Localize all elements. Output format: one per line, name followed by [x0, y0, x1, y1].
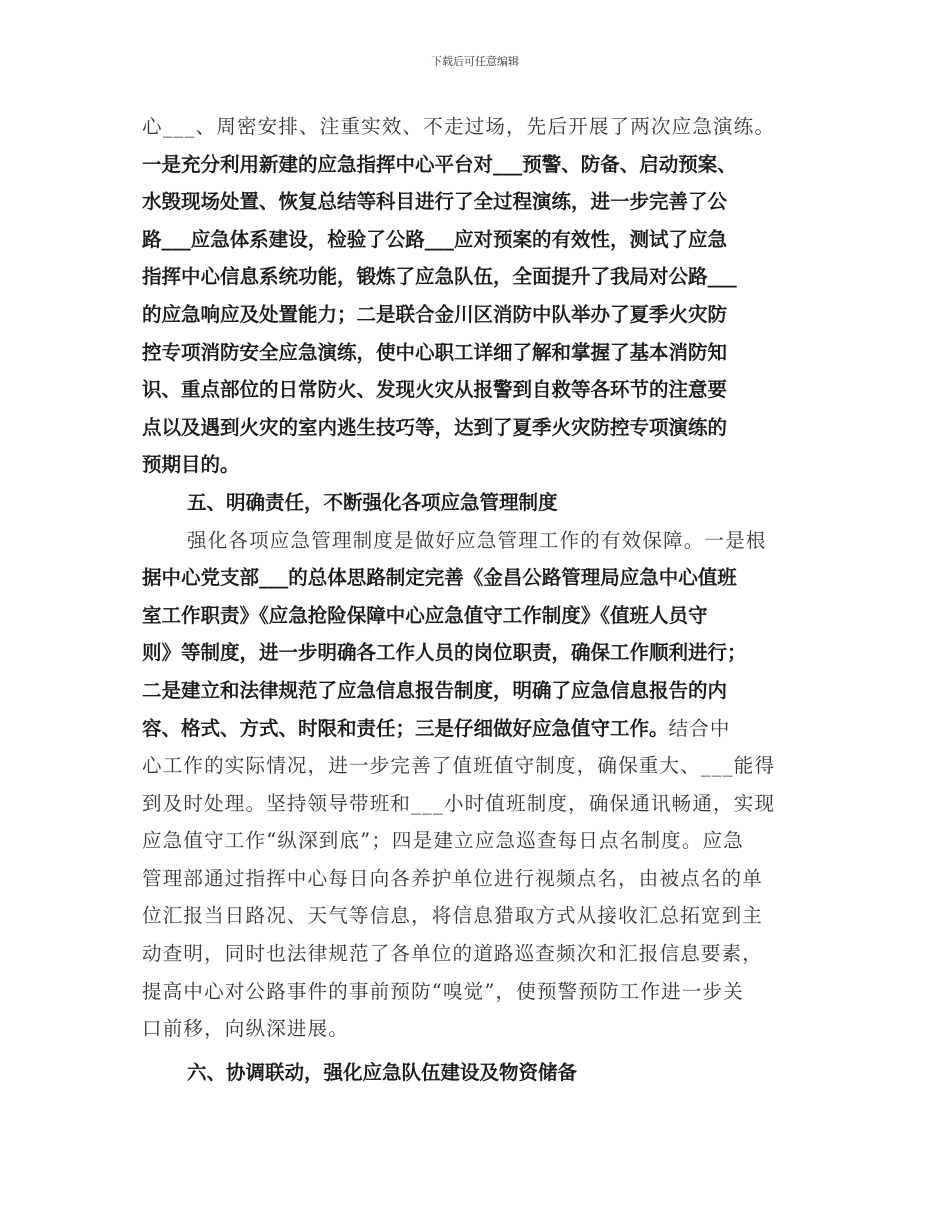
text-segment: 结合中 [668, 716, 731, 740]
text-line: 点以及遇到火灾的室内逃生技巧等，达到了夏季火灾防控专项演练的 [142, 415, 728, 439]
text-line [142, 710, 822, 748]
section-heading-6: 六、协调联动，强化应急队伍建设及物资储备 [187, 1060, 578, 1084]
text-line: 心___、周密安排、注重实效、不走过场，先后开展了两次应急演练。 [142, 115, 776, 138]
text-line: 位汇报当日路况、天气等信息，将信息猎取方式从接收汇总拓宽到主 [142, 904, 764, 928]
text-line: 识、重点部位的日常防火、发现火灾从报警到自救等各环节的注意要 [142, 378, 728, 402]
text-line: 室工作职责》《应急抢险保障中心应急值守工作制度》《值班人员守 [142, 603, 708, 627]
text-line: 口前移，向纵深进展。 [142, 1017, 350, 1041]
text-line: 预期目的。 [142, 453, 240, 477]
page-header: 下载后可任意编辑 [431, 55, 519, 68]
text-segment: 容、格式、方式、时限和责任；三是仔细做好应急值守工作。 [142, 716, 669, 740]
text-line: 一是充分利用新建的应急指挥中心平台对___预警、防备、启动预案、 [142, 152, 737, 176]
text-line: 提高中心对公路事件的事前预防“嗅觉”，使预警预防工作进一步关 [142, 979, 744, 1003]
text-line: 水毁现场处置、恢复总结等科目进行了全过程演练，进一步完善了公 [142, 190, 728, 214]
text-line: 则》等制度，进一步明确各工作人员的岗位职责，确保工作顺利进行； [142, 641, 747, 665]
text-line: 动查明，同时也法律规范了各单位的道路巡查频次和汇报信息要素， [142, 942, 764, 966]
text-line: 到及时处理。坚持领导带班和___小时值班制度，确保通讯畅通，实现 [142, 791, 776, 815]
text-line: 据中心党支部___的总体思路制定完善《金昌公路管理局应急中心值班 [142, 566, 737, 590]
text-line: 心工作的实际情况，进一步完善了值班值守制度，确保重大、___能得 [142, 754, 776, 778]
text-line: 的应急响应及处置能力；二是联合金川区消防中队举办了夏季火灾防 [142, 302, 728, 326]
text-line: 指挥中心信息系统功能，锻炼了应急队伍，全面提升了我局对公路___ [142, 265, 737, 289]
text-line: 控专项消防安全应急演练，使中心职工详细了解和掌握了基本消防知 [142, 340, 728, 364]
document-body [142, 108, 822, 1091]
text-line: 管理部通过指挥中心每日向各养护单位进行视频点名，由被点名的单 [142, 866, 764, 890]
text-line: 强化各项应急管理制度是做好应急管理工作的有效保障。一是根 [187, 528, 767, 552]
section-heading-5: 五、明确责任，不断强化各项应急管理制度 [187, 490, 558, 514]
text-line: 应急值守工作“纵深到底”；四是建立应急巡查每日点名制度。应急 [142, 829, 744, 853]
text-line: 二是建立和法律规范了应急信息报告制度，明确了应急信息报告的内 [142, 678, 728, 702]
text-line: 路___应急体系建设，检验了公路___应对预案的有效性，测试了应急 [142, 227, 728, 251]
